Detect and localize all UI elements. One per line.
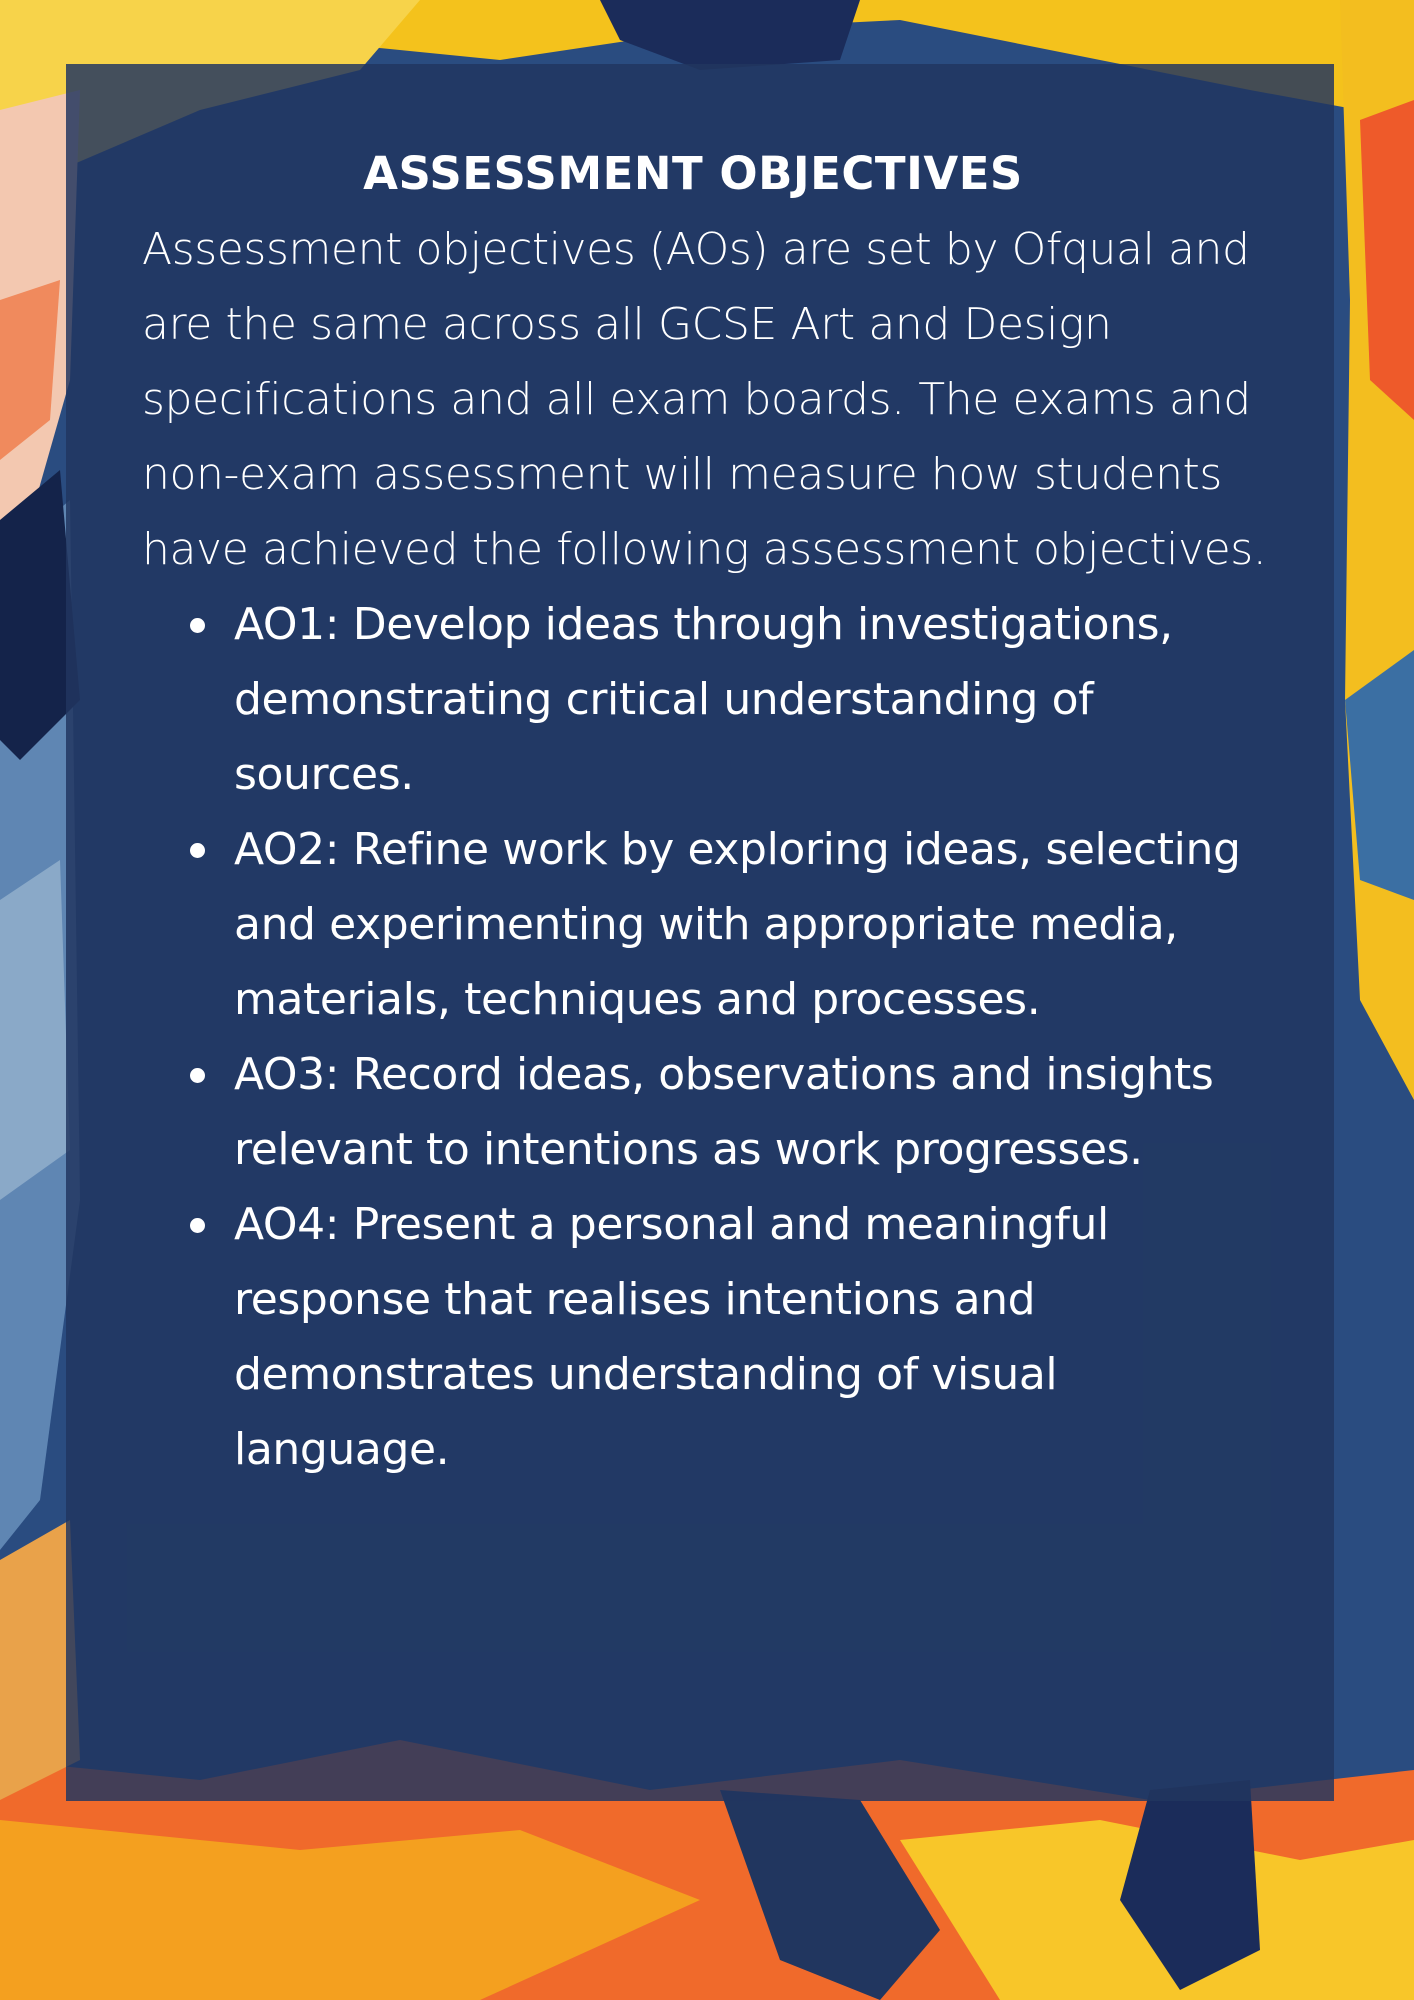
list-item-ao2: [234, 812, 1274, 1037]
page-title: ASSESSMENT OBJECTIVES: [363, 147, 1023, 200]
bullet-icon: [190, 1068, 205, 1083]
list-item-ao3: [234, 1037, 1274, 1187]
list-item-ao4: [234, 1187, 1274, 1487]
list-item-ao1: [234, 587, 1274, 812]
bullet-icon: [190, 618, 205, 633]
objective-text: AO3: Record ideas, observations and insights relevant to intentions as work progresses.: [234, 1049, 1214, 1175]
objectives-list: [142, 587, 1274, 1487]
bullet-icon: [190, 843, 205, 858]
bullet-icon: [190, 1218, 205, 1233]
objective-text: AO4: Present a personal and meaningful response that realises intentions and demonstrates understanding of visual language.: [234, 1199, 1109, 1475]
objective-text: AO2: Refine work by exploring ideas, selecting and experimenting with appropriate media, materials, techniques and processes.: [234, 824, 1241, 1025]
intro-paragraph: Assessment objectives (AOs) are set by Ofqual and are the same across all GCSE Art and Design specifications and all exam boards. The exams and non-exam assessment will measure how students have achieved the following assessment objectives.: [142, 224, 1267, 575]
content-panel: [66, 64, 1334, 1801]
objective-text: AO1: Develop ideas through investigations, demonstrating critical understanding of sources.: [234, 599, 1173, 800]
